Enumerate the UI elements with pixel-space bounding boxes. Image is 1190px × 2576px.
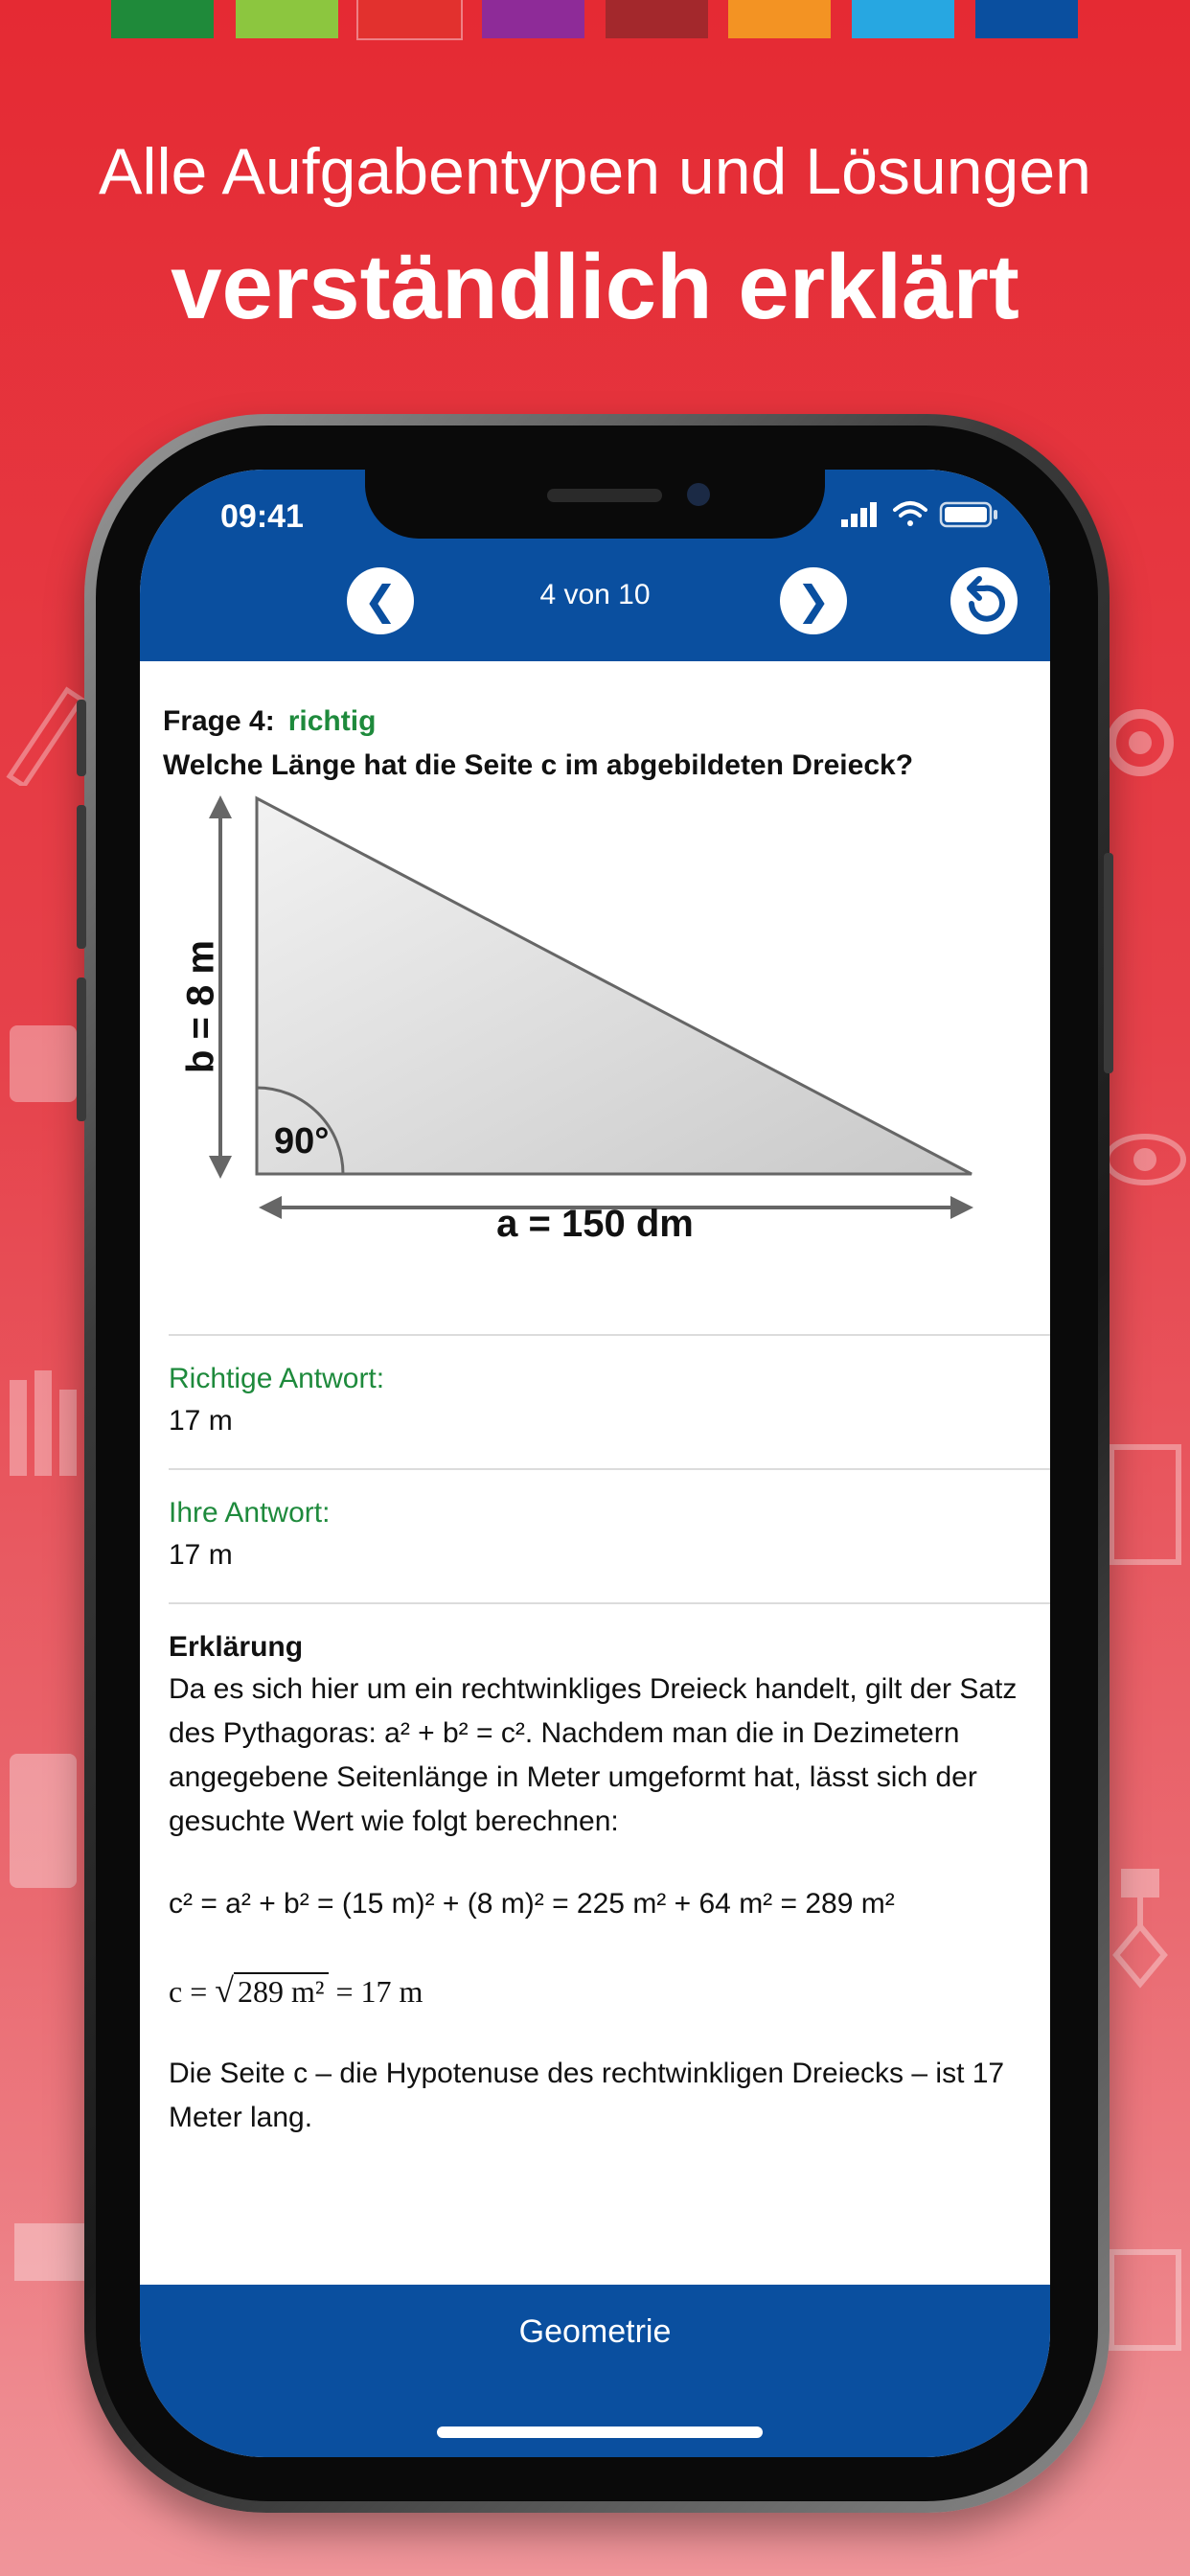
your-answer-block	[169, 1497, 1021, 1572]
next-question-button[interactable]	[780, 567, 847, 634]
wifi-icon	[895, 503, 926, 526]
triangle-shape	[257, 798, 972, 1174]
volume-up-button	[77, 805, 86, 949]
headline-line-1: Alle Aufgabentypen und Lösungen	[98, 135, 1091, 208]
angle-label: 90°	[274, 1121, 330, 1162]
explanation-formula-1: c² = a² + b² = (15 m)² + (8 m)² = 225 m² + 64 m² = 289 m²	[169, 1888, 895, 1920]
flag-icon	[10, 2204, 96, 2310]
question-header	[163, 705, 376, 738]
divider	[169, 1602, 1050, 1604]
color-bar	[111, 0, 214, 38]
question-nav	[140, 552, 1050, 652]
divider	[169, 1334, 1050, 1336]
question-text: Welche Länge hat die Seite c im abgebildeten Dreieck?	[163, 749, 914, 781]
silent-switch	[77, 700, 86, 776]
return-arrow-icon	[950, 567, 1018, 634]
chevron-right-icon: ❯	[796, 578, 831, 623]
color-bar	[606, 0, 708, 38]
correct-answer-label: Richtige Antwort:	[169, 1363, 385, 1394]
signal-icon	[841, 502, 877, 527]
category-footer	[140, 2285, 1050, 2457]
category-label[interactable]: Geometrie	[518, 2313, 672, 2350]
pencil-icon	[0, 671, 86, 786]
color-bar	[728, 0, 831, 38]
your-answer-label: Ihre Antwort:	[169, 1497, 331, 1529]
square-root-sign: √	[215, 1971, 235, 2010]
color-bars	[0, 0, 1190, 38]
explanation-title: Erklärung	[169, 1631, 304, 1663]
formula-2-prefix: c =	[169, 1974, 208, 2009]
formula-2-suffix: = 17 m	[335, 1974, 423, 2009]
document-icon	[1102, 1438, 1188, 1572]
headline-line-2: verständlich erklärt	[171, 236, 1019, 338]
your-answer-value: 17 m	[169, 1539, 233, 1571]
color-bar	[236, 0, 338, 38]
explanation-paragraph-2: Die Seite c – die Hypotenuse des rechtwinkligen Dreiecks – ist 17 Meter lang.	[169, 2058, 1005, 2133]
explanation-paragraph-1: Da es sich hier um ein rechtwinkliges Dreieck handelt, gilt der Satz des Pythagoras: a² + b² = c². Nachdem man die in Dezimetern angegebene Seitenlänge in Meter umgeformt hat, lässt sich der gesuchte Wert wie folgt berechnen:	[169, 1673, 1018, 1837]
notes-icon	[1102, 2242, 1188, 2358]
volume-down-button	[77, 978, 86, 1121]
divider	[169, 1468, 1050, 1470]
chevron-left-icon: ❮	[363, 578, 398, 623]
question-counter: 4 von 10	[539, 579, 651, 610]
battery-icon	[941, 503, 997, 526]
eye-icon	[1102, 1121, 1188, 1198]
speaker	[547, 489, 662, 502]
calculator-icon	[0, 1744, 86, 1898]
explanation-block	[169, 1631, 1021, 2140]
phone-screen	[140, 470, 1050, 2457]
flowchart-icon	[1102, 1859, 1188, 2012]
color-bar	[358, 0, 461, 38]
color-bar	[975, 0, 1078, 38]
explanation-formula-2	[169, 1968, 1021, 2013]
home-indicator[interactable]	[437, 2426, 763, 2438]
status-time: 09:41	[220, 498, 304, 535]
status-icons	[841, 498, 1004, 531]
power-button	[1104, 853, 1113, 1073]
color-bar	[482, 0, 584, 38]
puzzle-icon	[0, 1006, 86, 1121]
correct-answer-block	[169, 1363, 1021, 1438]
question-label: Frage 4:	[163, 705, 275, 737]
side-b-label: b = 8 m	[179, 940, 222, 1073]
back-to-results-button[interactable]	[950, 567, 1018, 634]
question-status: richtig	[287, 705, 377, 737]
triangle-figure	[159, 795, 1021, 1246]
correct-answer-value: 17 m	[169, 1405, 233, 1437]
books-icon	[0, 1361, 86, 1485]
camera	[687, 483, 710, 506]
notch	[365, 470, 825, 539]
formula-2-radicand: 289 m²	[234, 1972, 328, 2009]
color-bar	[852, 0, 954, 38]
side-a-label: a = 150 dm	[496, 1203, 694, 1245]
